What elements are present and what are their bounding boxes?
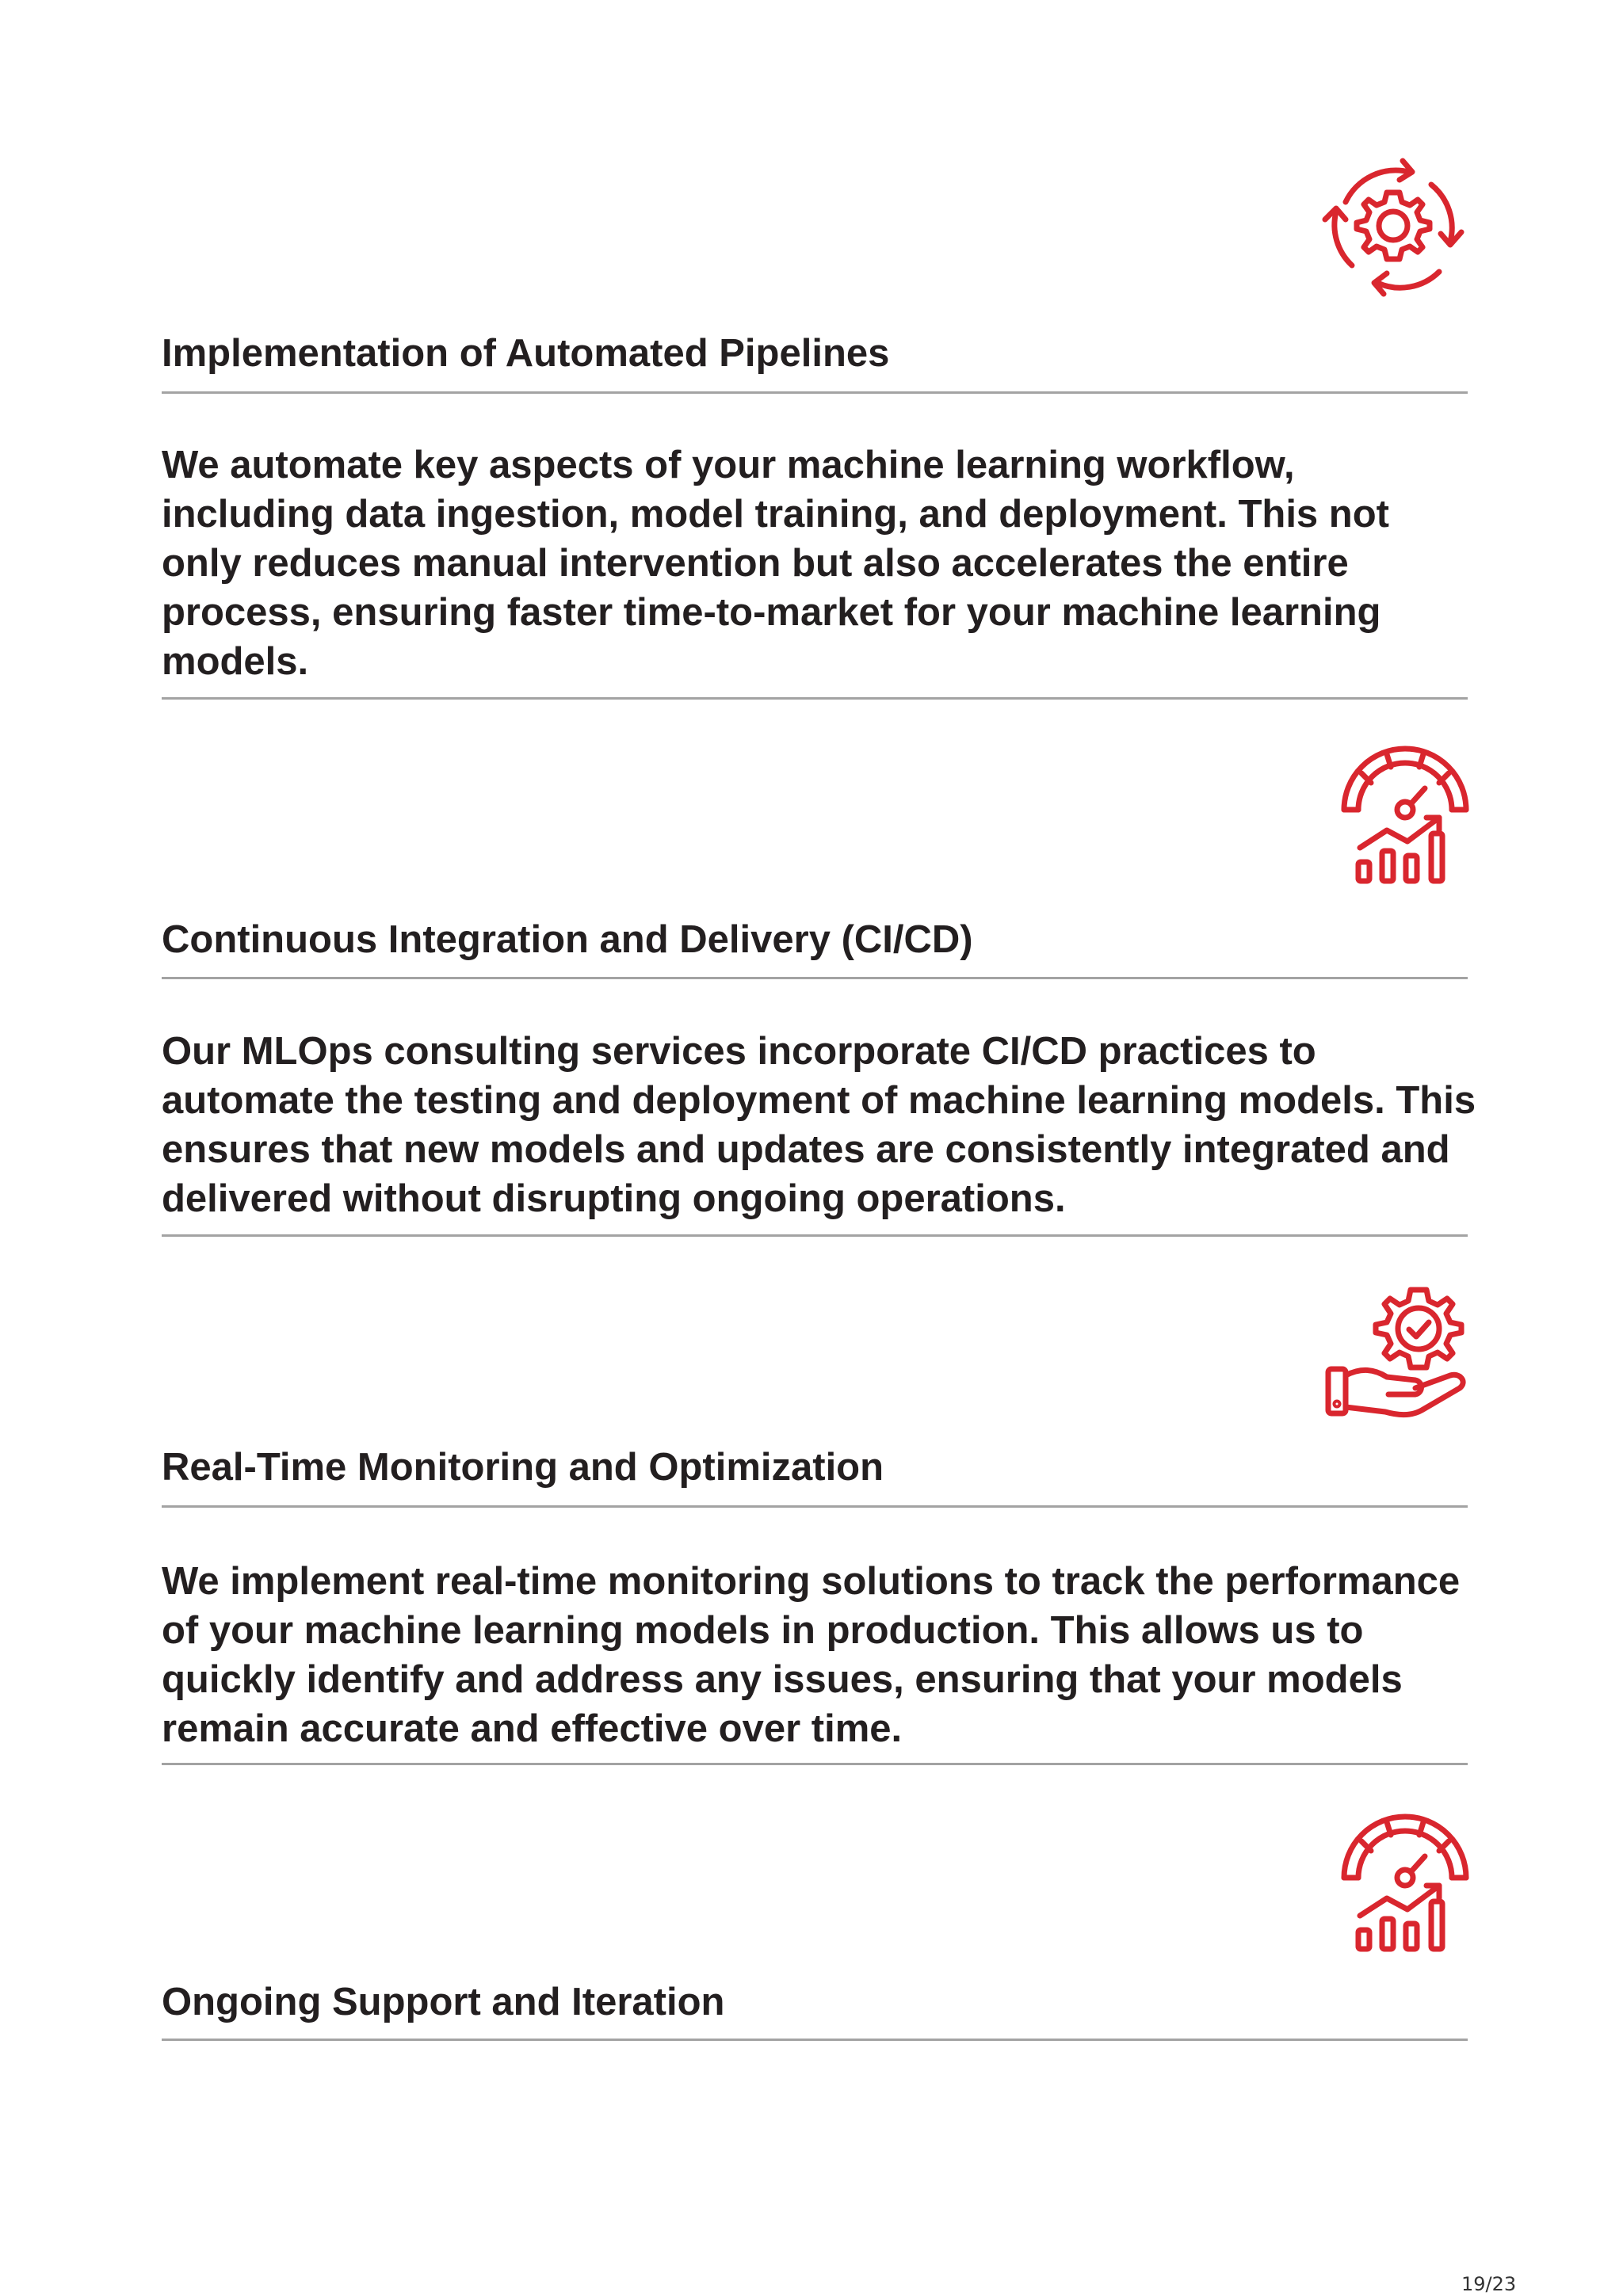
section-description: We automate key aspects of your machine learning workflow, including data ingestion, model training, and deployment. This not only reduces manual intervention but also accelerates the entire process, ensuring faster time-to-market for your machine learning models. — [162, 444, 1389, 683]
divider — [162, 1234, 1468, 1237]
section-title: Ongoing Support and Iteration — [162, 1981, 725, 2023]
hand-gear-icon — [1323, 1283, 1474, 1420]
section-description: Our MLOps consulting services incorporate CI/CD practices to automate the testing and deployment of machine learning models. This ensures that new models and updates are consistently integrated and delivered without disrupting ongoing operations. — [162, 1030, 1476, 1220]
speedometer-chart-icon — [1338, 1813, 1472, 1954]
divider — [162, 391, 1468, 394]
speedometer-chart-icon — [1338, 745, 1472, 886]
section-title: Implementation of Automated Pipelines — [162, 332, 890, 375]
divider — [162, 2039, 1468, 2041]
divider — [162, 697, 1468, 700]
divider — [162, 977, 1468, 979]
gear-cycle-icon — [1314, 147, 1472, 305]
page-number: 19/23 — [1461, 2273, 1517, 2295]
section-description: We implement real-time monitoring solutions to track the performance of your machine learning models in production. This allows us to quickly identify and address any issues, ensuring that your models remain accurate and effective over time. — [162, 1560, 1461, 1750]
divider — [162, 1763, 1468, 1765]
divider — [162, 1505, 1468, 1508]
section-title: Continuous Integration and Delivery (CI/CD) — [162, 918, 973, 961]
section-title: Real-Time Monitoring and Optimization — [162, 1446, 884, 1489]
